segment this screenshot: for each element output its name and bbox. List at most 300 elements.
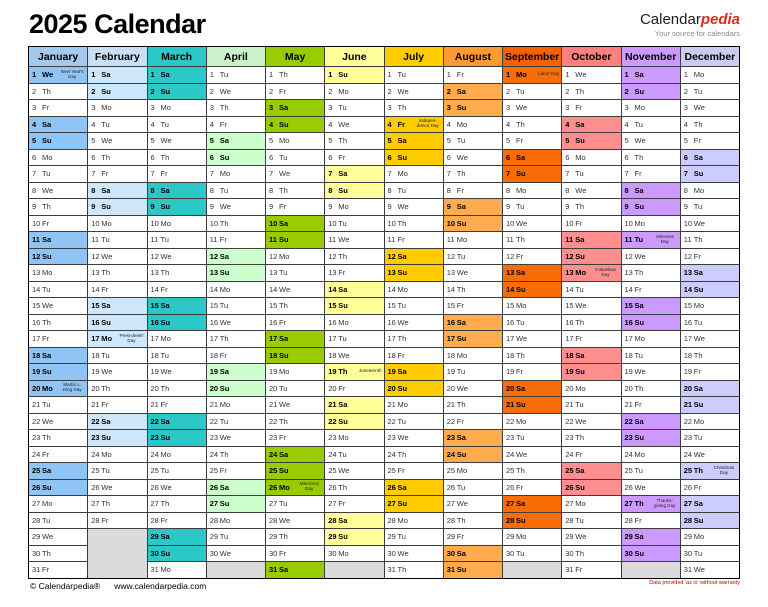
logo-part-calendar: Calendar (639, 11, 701, 28)
day-number: 16 (269, 317, 278, 327)
weekday-label: Tu (693, 433, 703, 443)
weekday-label: Su (219, 499, 230, 509)
day-number: 6 (269, 152, 274, 162)
day-cell (266, 198, 324, 215)
day-cell (325, 462, 383, 479)
day-number: 11 (209, 235, 218, 245)
weekday-label: Su (516, 169, 526, 179)
day-number: 20 (150, 383, 159, 393)
weekday-label: Su (516, 284, 526, 294)
day-cell (325, 413, 383, 430)
day-cell (88, 330, 146, 347)
day-cell (325, 330, 383, 347)
day-cell (503, 99, 561, 116)
weekday-label: Tu (338, 334, 347, 344)
weekday-label: Su (160, 202, 171, 212)
weekday-label: Su (219, 383, 230, 393)
day-number: 21 (387, 400, 396, 410)
empty-cell (622, 561, 680, 578)
day-number: 23 (565, 433, 574, 443)
weekday-label: Th (575, 86, 585, 96)
day-cell (29, 132, 87, 149)
day-number: 7 (387, 169, 392, 179)
day-cell (681, 429, 739, 446)
day-number: 11 (624, 235, 633, 245)
day-cell (444, 66, 502, 83)
weekday-label: We (279, 284, 291, 294)
day-number: 26 (209, 482, 219, 492)
weekday-label: We (634, 367, 646, 377)
day-cell (562, 495, 620, 512)
weekday-label: Th (279, 70, 288, 80)
day-cell (148, 215, 206, 232)
day-cell (681, 215, 739, 232)
day-cell (681, 99, 739, 116)
day-number: 20 (624, 383, 633, 393)
day-cell (385, 314, 443, 331)
weekday-label: Fr (42, 103, 50, 113)
weekday-label: Tu (397, 532, 406, 542)
day-number: 3 (91, 103, 96, 113)
day-cell (148, 561, 206, 578)
weekday-label: We (397, 202, 409, 212)
day-number: 7 (683, 169, 688, 179)
day-cell (622, 479, 680, 496)
weekday-label: Mo (219, 284, 231, 294)
weekday-label: We (693, 334, 705, 344)
day-cell (622, 363, 680, 380)
day-number: 11 (269, 235, 277, 245)
weekday-label: Su (101, 317, 111, 327)
day-cell (622, 198, 680, 215)
day-cell (681, 297, 739, 314)
day-cell (266, 132, 324, 149)
day-number: 1 (32, 70, 37, 80)
day-cell (325, 132, 383, 149)
day-cell (266, 363, 324, 380)
weekday-label: Th (516, 119, 525, 129)
day-number: 28 (624, 515, 633, 525)
day-number: 6 (624, 152, 629, 162)
weekday-label: Mo (634, 334, 645, 344)
day-cell (622, 314, 680, 331)
weekday-label: Fr (634, 400, 642, 410)
weekday-label: Sa (634, 416, 644, 426)
day-cell (503, 215, 561, 232)
weekday-label: Sa (693, 268, 703, 278)
weekday-label: We (516, 449, 528, 459)
day-number: 8 (683, 185, 688, 195)
month-column-april (207, 47, 266, 578)
day-number: 25 (624, 466, 633, 476)
weekday-label: We (160, 482, 172, 492)
weekday-label: Sa (575, 466, 585, 476)
weekday-label: Sa (160, 416, 170, 426)
weekday-label: Tu (160, 119, 169, 129)
day-number: 31 (565, 565, 574, 575)
day-cell (148, 545, 206, 562)
weekday-label: Tu (516, 433, 525, 443)
day-number: 16 (32, 317, 41, 327)
weekday-label: Sa (279, 334, 289, 344)
day-cell (148, 495, 206, 512)
website-link[interactable]: www.calendarpedia.com (114, 581, 207, 591)
day-number: 10 (32, 218, 41, 228)
day-number: 9 (446, 202, 451, 212)
day-number: 1 (150, 70, 155, 80)
day-number: 22 (209, 416, 219, 426)
day-cell (325, 231, 383, 248)
weekday-label: Sa (456, 548, 466, 558)
day-number: 13 (387, 268, 396, 278)
day-cell (29, 83, 87, 100)
day-cell (681, 528, 739, 545)
weekday-label: We (219, 86, 231, 96)
day-number: 18 (91, 350, 100, 360)
weekday-label: Tu (575, 515, 584, 525)
day-cell (88, 297, 146, 314)
day-cell (503, 281, 561, 298)
holiday-label: Presi-dents' Day (119, 332, 144, 343)
day-number: 15 (624, 301, 633, 311)
day-number: 23 (150, 433, 159, 443)
weekday-label: Th (160, 152, 170, 162)
day-cell (622, 413, 680, 430)
day-cell (29, 116, 87, 133)
day-number: 13 (150, 268, 159, 278)
weekday-label: Tu (279, 383, 288, 393)
weekday-label: Mo (516, 70, 527, 80)
day-cell (681, 165, 739, 182)
weekday-label: Tu (575, 284, 584, 294)
day-number: 11 (387, 235, 396, 245)
day-cell (444, 380, 502, 397)
day-number: 16 (624, 317, 633, 327)
day-number: 17 (446, 334, 456, 344)
copyright-text: © Calendarpedia® (30, 581, 101, 591)
day-cell (681, 116, 739, 133)
day-cell (444, 495, 502, 512)
day-number: 21 (269, 400, 278, 410)
month-column-march (148, 47, 207, 578)
weekday-label: Fr (516, 136, 524, 146)
day-number: 3 (506, 103, 511, 113)
day-cell (325, 99, 383, 116)
day-cell (385, 231, 443, 248)
weekday-label: Tu (338, 218, 347, 228)
weekday-label: We (338, 235, 350, 245)
day-number: 17 (209, 334, 219, 344)
day-cell (444, 248, 502, 265)
weekday-label: Su (338, 70, 348, 80)
weekday-label: Th (338, 136, 348, 146)
holiday-label: Thanks-giving Day (654, 497, 676, 508)
day-cell (503, 149, 561, 166)
day-cell (503, 248, 561, 265)
day-cell (562, 330, 620, 347)
day-number: 26 (328, 482, 337, 492)
holiday-label: Christmas Day (713, 464, 735, 475)
weekday-label: Sa (279, 449, 289, 459)
weekday-label: Su (42, 251, 52, 261)
day-cell (385, 528, 443, 545)
weekday-label: Mo (575, 383, 586, 393)
day-cell (29, 479, 87, 496)
weekday-label: Sa (634, 70, 644, 80)
weekday-label: Th (397, 103, 407, 113)
day-cell (266, 330, 324, 347)
day-cell (681, 561, 739, 578)
weekday-label: Th (456, 169, 466, 179)
weekday-label: Sa (693, 152, 703, 162)
weekday-label: Th (42, 548, 51, 558)
day-cell (88, 264, 146, 281)
day-number: 4 (32, 119, 37, 129)
day-cell (148, 462, 206, 479)
day-cell (385, 83, 443, 100)
weekday-label: Fr (279, 202, 287, 212)
day-cell (385, 198, 443, 215)
day-number: 17 (269, 334, 278, 344)
day-number: 19 (91, 367, 100, 377)
day-number: 3 (32, 103, 37, 113)
day-number: 19 (387, 367, 396, 377)
day-number: 9 (328, 202, 333, 212)
day-cell (88, 281, 146, 298)
day-number: 2 (387, 86, 392, 96)
day-cell (207, 198, 265, 215)
day-number: 19 (32, 367, 41, 377)
weekday-label: Tu (219, 532, 229, 542)
day-number: 7 (446, 169, 451, 179)
logo-part-pedia: pedia (700, 11, 740, 28)
day-number: 19 (446, 367, 456, 377)
day-cell (148, 512, 206, 529)
day-number: 28 (328, 515, 337, 525)
day-number: 6 (209, 152, 214, 162)
weekday-label: Su (279, 350, 289, 360)
month-column-january (29, 47, 88, 578)
day-number: 21 (32, 400, 41, 410)
weekday-label: We (575, 416, 587, 426)
weekday-label: Su (575, 136, 585, 146)
weekday-label: Su (693, 284, 704, 294)
day-cell (385, 330, 443, 347)
weekday-label: Mo (42, 268, 53, 278)
day-number: 24 (624, 449, 633, 459)
day-cell (444, 446, 502, 463)
day-cell (29, 429, 87, 446)
day-cell (29, 561, 87, 578)
day-cell (622, 215, 680, 232)
weekday-label: Sa (42, 350, 52, 360)
day-number: 12 (328, 251, 337, 261)
weekday-label: Fr (456, 70, 464, 80)
day-cell (562, 165, 620, 182)
day-cell (88, 380, 146, 397)
weekday-label: Su (693, 400, 704, 410)
day-cell (562, 314, 620, 331)
weekday-label: Fr (575, 103, 583, 113)
weekday-label: Mo (338, 202, 349, 212)
weekday-label: Sa (456, 317, 466, 327)
day-cell (29, 281, 87, 298)
weekday-label: Su (634, 548, 645, 558)
weekday-label: Tu (456, 251, 466, 261)
day-cell (207, 429, 265, 446)
day-number: 25 (269, 466, 278, 476)
day-cell (622, 380, 680, 397)
day-cell (266, 99, 324, 116)
day-number: 7 (91, 169, 96, 179)
day-number: 29 (387, 532, 396, 542)
day-number: 28 (150, 515, 159, 525)
weekday-label: Th (634, 499, 644, 509)
day-number: 23 (387, 433, 396, 443)
day-cell (562, 380, 620, 397)
day-number: 21 (328, 400, 337, 410)
day-number: 1 (506, 70, 511, 80)
day-cell (562, 248, 620, 265)
day-number: 21 (506, 400, 515, 410)
weekday-label: We (101, 482, 113, 492)
day-cell (444, 297, 502, 314)
weekday-label: We (456, 383, 468, 393)
weekday-label: Sa (456, 86, 466, 96)
day-cell (681, 396, 739, 413)
holiday-label: Veterans Day (655, 233, 674, 244)
day-cell (207, 396, 265, 413)
day-number: 12 (624, 251, 633, 261)
weekday-label: We (634, 251, 646, 261)
weekday-label: We (516, 334, 528, 344)
day-cell (681, 495, 739, 512)
day-cell (266, 182, 324, 199)
day-number: 31 (387, 565, 396, 575)
weekday-label: Su (279, 119, 289, 129)
day-cell (148, 165, 206, 182)
day-number: 26 (32, 482, 41, 492)
weekday-label: We (693, 565, 705, 575)
weekday-label: Fr (42, 218, 50, 228)
day-number: 11 (150, 235, 159, 245)
day-number: 25 (150, 466, 159, 476)
day-number: 15 (209, 301, 219, 311)
weekday-label: Tu (693, 86, 703, 96)
day-cell (562, 215, 620, 232)
day-cell (385, 545, 443, 562)
day-number: 12 (387, 251, 396, 261)
day-number: 17 (565, 334, 574, 344)
day-cell (88, 314, 146, 331)
day-number: 7 (328, 169, 333, 179)
weekday-label: Th (456, 284, 466, 294)
day-number: 27 (565, 499, 574, 509)
weekday-label: We (42, 416, 54, 426)
day-cell (266, 495, 324, 512)
day-number: 16 (91, 317, 100, 327)
day-cell (266, 215, 324, 232)
weekday-label: Sa (693, 383, 703, 393)
weekday-label: Mo (219, 400, 231, 410)
day-number: 19 (683, 367, 693, 377)
day-number: 14 (32, 284, 41, 294)
page-title: 2025 Calendar (29, 9, 206, 39)
day-cell (266, 446, 324, 463)
day-number: 3 (624, 103, 629, 113)
day-cell (622, 99, 680, 116)
day-cell (681, 330, 739, 347)
day-number: 30 (328, 548, 337, 558)
day-cell (562, 99, 620, 116)
day-number: 8 (91, 185, 96, 195)
weekday-label: Fr (160, 515, 168, 525)
weekday-label: Mo (575, 499, 586, 509)
day-number: 24 (269, 449, 278, 459)
day-cell (503, 198, 561, 215)
weekday-label: Th (516, 235, 525, 245)
day-number: 1 (209, 70, 214, 80)
day-cell (503, 231, 561, 248)
weekday-label: Mo (160, 565, 171, 575)
weekday-label: We (101, 367, 113, 377)
day-number: 16 (209, 317, 219, 327)
day-cell (681, 413, 739, 430)
day-cell (148, 132, 206, 149)
weekday-label: Fr (219, 235, 227, 245)
day-number: 27 (506, 499, 515, 509)
day-number: 15 (328, 301, 337, 311)
day-number: 20 (565, 383, 574, 393)
day-number: 18 (209, 350, 219, 360)
weekday-label: Sa (575, 235, 585, 245)
day-cell (325, 429, 383, 446)
day-cell (266, 561, 324, 578)
day-number: 8 (269, 185, 274, 195)
day-cell (444, 347, 502, 364)
weekday-label: We (693, 103, 705, 113)
weekday-label: Fr (456, 532, 464, 542)
weekday-label: We (279, 169, 291, 179)
weekday-label: Tu (516, 202, 525, 212)
day-number: 10 (209, 218, 219, 228)
day-cell (444, 83, 502, 100)
day-number: 18 (624, 350, 633, 360)
weekday-label: Sa (42, 119, 52, 129)
day-number: 7 (32, 169, 37, 179)
day-cell (385, 99, 443, 116)
weekday-label: Sa (160, 301, 170, 311)
day-cell (325, 215, 383, 232)
day-number: 2 (624, 86, 629, 96)
day-cell (148, 264, 206, 281)
weekday-label: Sa (575, 119, 585, 129)
day-number: 11 (446, 235, 455, 245)
day-cell (207, 347, 265, 364)
weekday-label: Fr (101, 284, 109, 294)
day-cell (681, 479, 739, 496)
month-header: December (681, 47, 739, 66)
day-number: 5 (91, 136, 96, 146)
weekday-label: Mo (338, 86, 349, 96)
weekday-label: Sa (101, 185, 111, 195)
day-cell (444, 396, 502, 413)
day-cell (325, 479, 383, 496)
day-cell (88, 248, 146, 265)
weekday-label: Th (693, 119, 703, 129)
weekday-label: Fr (338, 383, 346, 393)
weekday-label: Sa (516, 499, 526, 509)
